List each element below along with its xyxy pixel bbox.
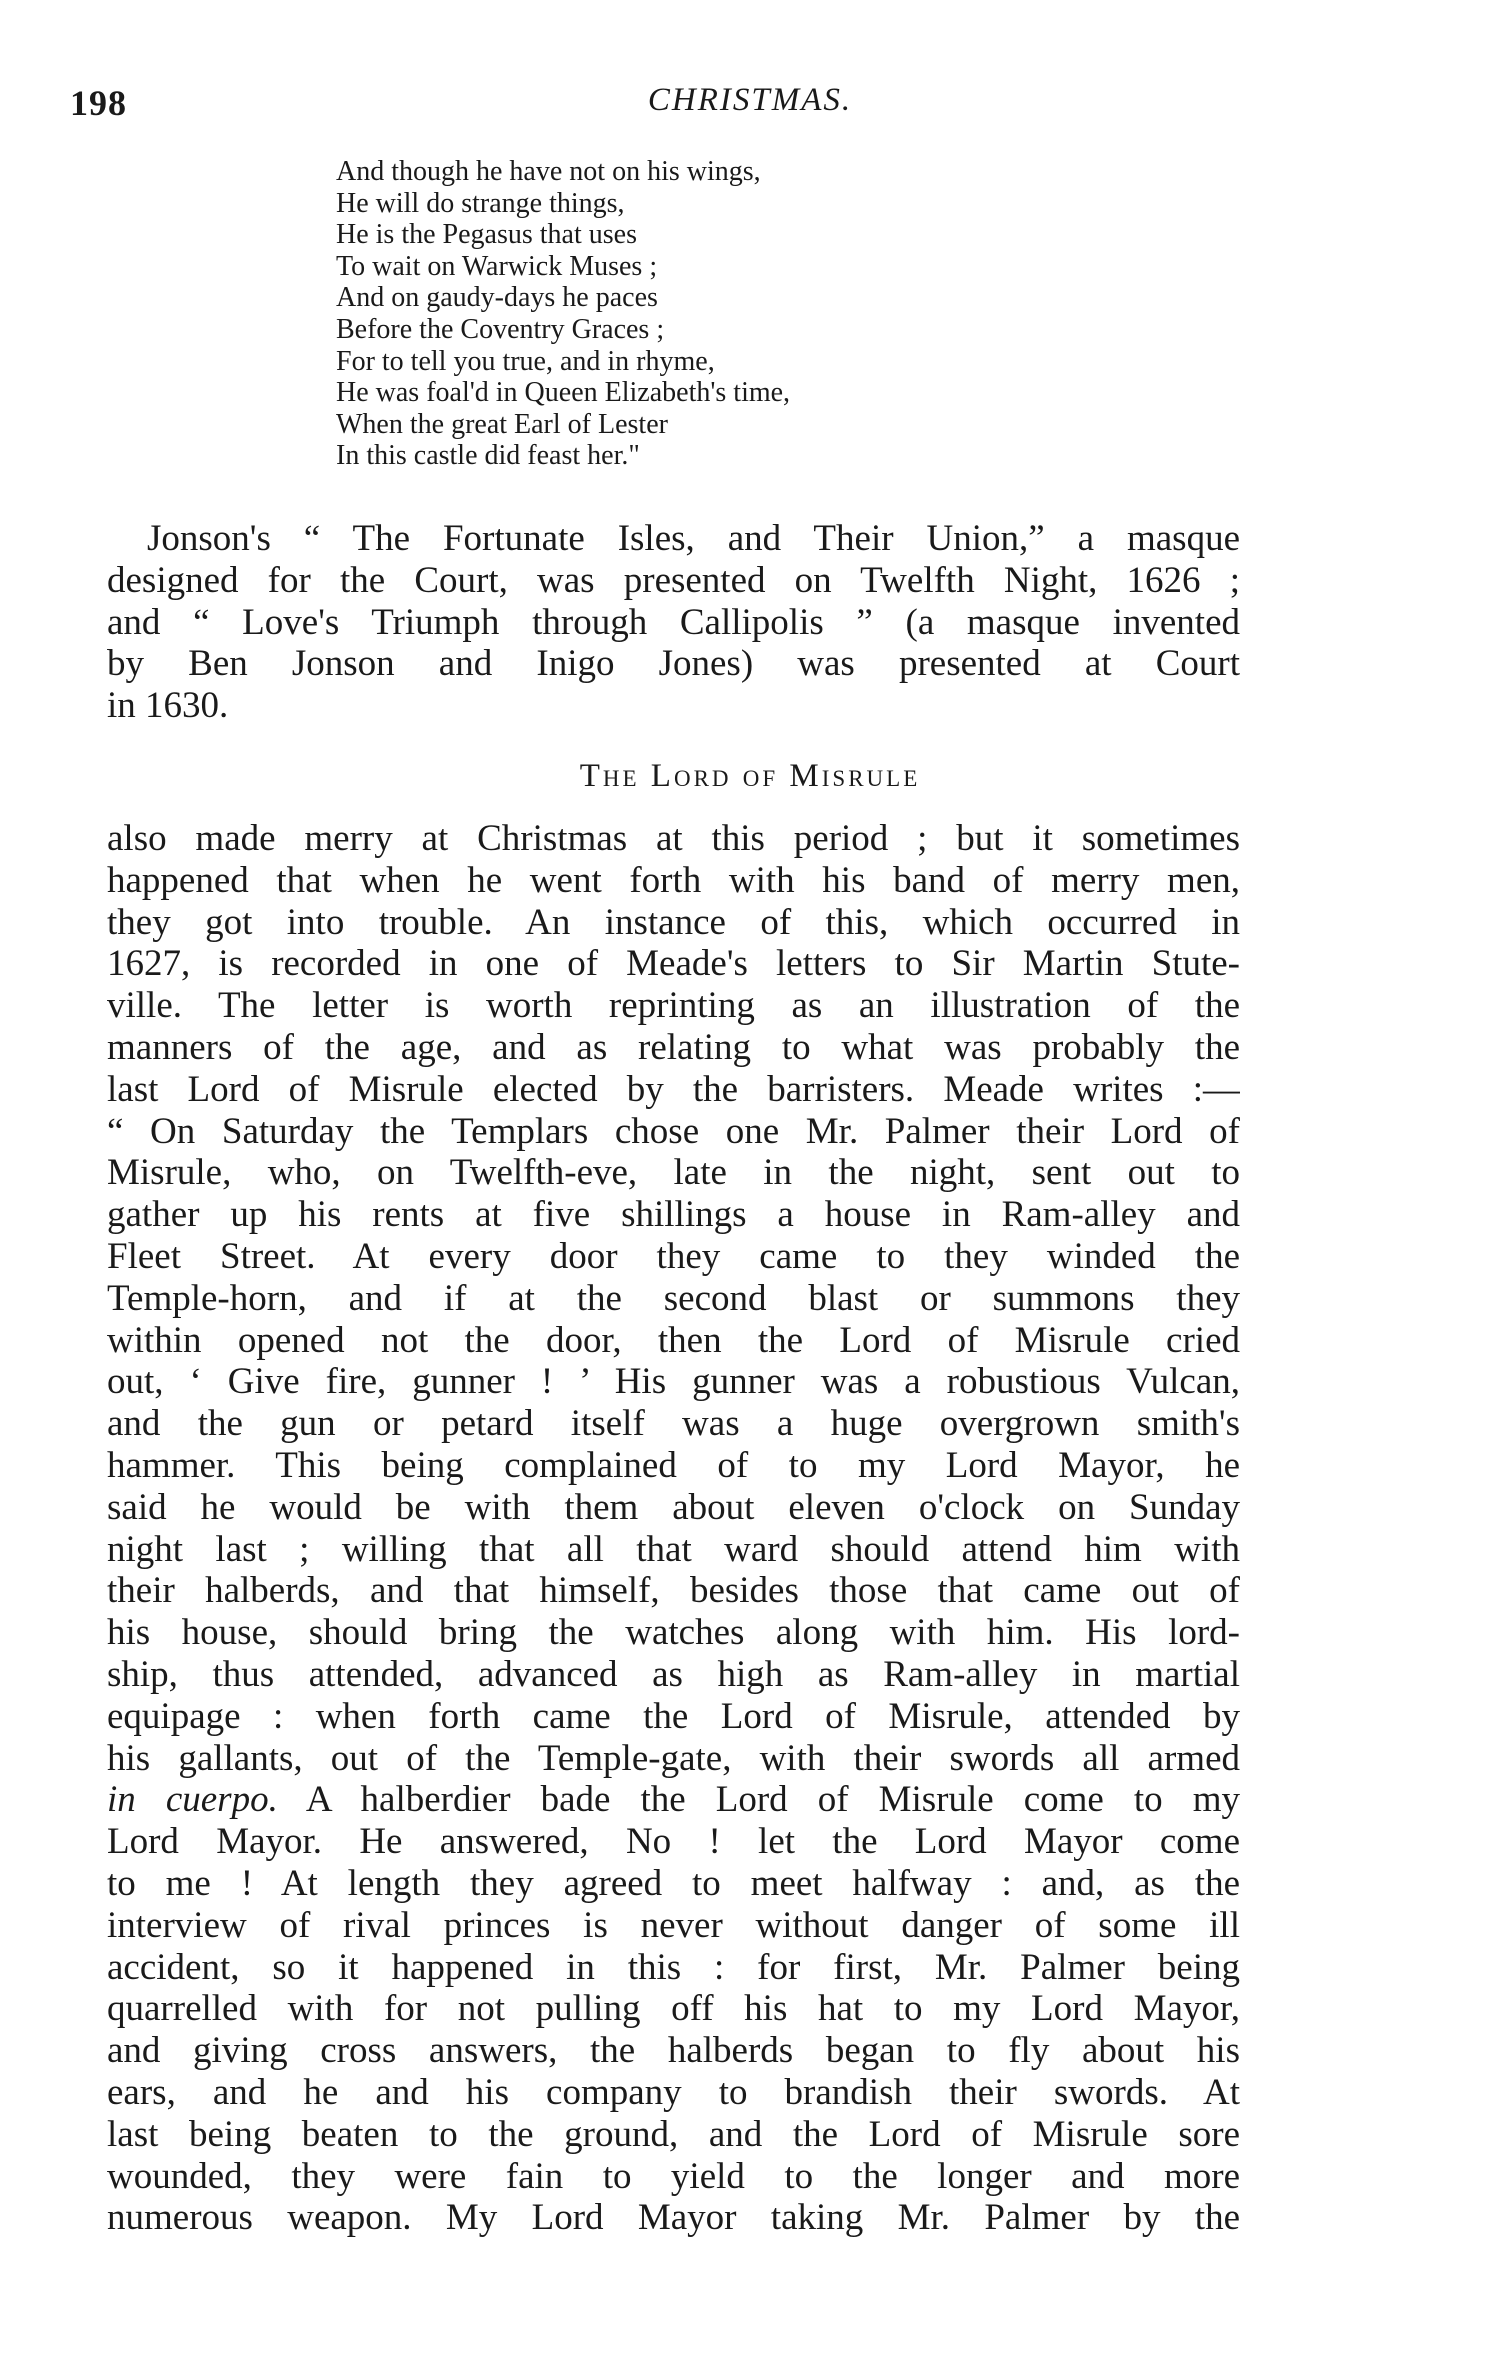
text-line: Jonson's “ The Fortunate Isles, and Their Union,” a masque <box>147 518 1240 559</box>
text-line: ville. The letter is worth reprinting as an illustration of the <box>107 985 1240 1027</box>
text-line: and “ Love's Triumph through Callipolis ” (a masque invented <box>107 601 1240 643</box>
paragraph-jonson <box>107 518 1240 727</box>
text-line: happened that when he went forth with his band of merry men, <box>107 859 1240 901</box>
text-line: 1627, is recorded in one of Meade's letters to Sir Martin Stute- <box>107 943 1240 985</box>
line-remainder: A halberdier bade the Lord of Misrule come to my <box>277 1779 1240 1821</box>
text-line: quarrelled with for not pulling off his hat to my Lord Mayor, <box>107 1988 1240 2030</box>
verse-line: And though he have not on his wings, <box>336 156 761 187</box>
text-line: and the gun or petard itself was a huge overgrown smith's <box>107 1403 1240 1445</box>
text-line: their halberds, and that himself, besides those that came out of <box>107 1570 1240 1612</box>
text-line: said he would be with them about eleven o'clock on Sunday <box>107 1486 1240 1528</box>
page-number: 198 <box>70 83 127 123</box>
text-line: hammer. This being complained of to my Lord Mayor, he <box>107 1444 1240 1486</box>
text-line: wounded, they were fain to yield to the longer and more <box>107 2155 1240 2197</box>
verse-line: He was foal'd in Queen Elizabeth's time, <box>336 377 791 409</box>
verse-line: When the great Earl of Lester <box>336 408 668 440</box>
text-line: Lord Mayor. He answered, No ! let the Lord Mayor come <box>107 1821 1240 1863</box>
text-line: ears, and he and his company to brandish their swords. At <box>107 2071 1240 2113</box>
verse-line: And on gaudy-days he paces <box>336 282 658 314</box>
text-line: and giving cross answers, the halberds began to fly about his <box>107 2030 1240 2072</box>
text-line: last Lord of Misrule elected by the barristers. Meade writes :— <box>107 1068 1240 1110</box>
verse-line: To wait on Warwick Muses ; <box>336 250 658 282</box>
verse-line: For to tell you true, and in rhyme, <box>336 345 715 377</box>
text-line: Temple-horn, and if at the second blast or summons they <box>107 1277 1240 1319</box>
italic-phrase: in cuerpo. <box>107 1779 278 1821</box>
verse-line: He will do strange things, <box>336 187 625 219</box>
text-line: his gallants, out of the Temple-gate, with their swords all armed <box>107 1737 1240 1779</box>
text-line: in 1630. <box>107 685 229 727</box>
text-line: night last ; willing that all that ward should attend him with <box>107 1528 1240 1570</box>
verse-line: He is the Pegasus that uses <box>336 219 637 251</box>
running-title: CHRISTMAS. <box>647 82 853 118</box>
text-line: manners of the age, and as relating to what was probably the <box>107 1026 1240 1068</box>
text-line: out, ‘ Give fire, gunner ! ’ His gunner was a robustious Vulcan, <box>107 1361 1240 1403</box>
text-line <box>107 1779 1240 1821</box>
text-line: ship, thus attended, advanced as high as Ram-alley in martial <box>107 1653 1240 1695</box>
verse-line: Before the Coventry Graces ; <box>336 313 665 345</box>
text-line: also made merry at Christmas at this period ; but it sometimes <box>107 818 1240 859</box>
text-line: Fleet Street. At every door they came to they winded the <box>107 1235 1240 1277</box>
text-line: accident, so it happened in this : for first, Mr. Palmer being <box>107 1946 1240 1988</box>
text-line: gather up his rents at five shillings a house in Ram-alley and <box>107 1194 1240 1236</box>
text-line: they got into trouble. An instance of this, which occurred in <box>107 901 1240 943</box>
text-line: Misrule, who, on Twelfth-eve, late in the night, sent out to <box>107 1152 1240 1194</box>
text-line: equipage : when forth came the Lord of Misrule, attended by <box>107 1695 1240 1737</box>
section-heading: The Lord of Misrule <box>579 758 921 794</box>
text-line: his house, should bring the watches along with him. His lord- <box>107 1612 1240 1654</box>
text-line: designed for the Court, was presented on Twelfth Night, 1626 ; <box>107 559 1240 601</box>
paragraph-misrule <box>107 818 1240 2239</box>
text-line: “ On Saturday the Templars chose one Mr. Palmer their Lord of <box>107 1110 1240 1152</box>
verse-line: In this castle did feast her." <box>336 440 640 472</box>
text-line: numerous weapon. My Lord Mayor taking Mr. Palmer by the <box>107 2197 1240 2239</box>
text-line: to me ! At length they agreed to meet halfway : and, as the <box>107 1862 1240 1904</box>
text-line: last being beaten to the ground, and the Lord of Misrule sore <box>107 2113 1240 2155</box>
text-line: interview of rival princes is never without danger of some ill <box>107 1904 1240 1946</box>
text-line: by Ben Jonson and Inigo Jones) was presented at Court <box>107 643 1240 685</box>
verse-block <box>336 156 790 472</box>
text-line: within opened not the door, then the Lord of Misrule cried <box>107 1319 1240 1361</box>
